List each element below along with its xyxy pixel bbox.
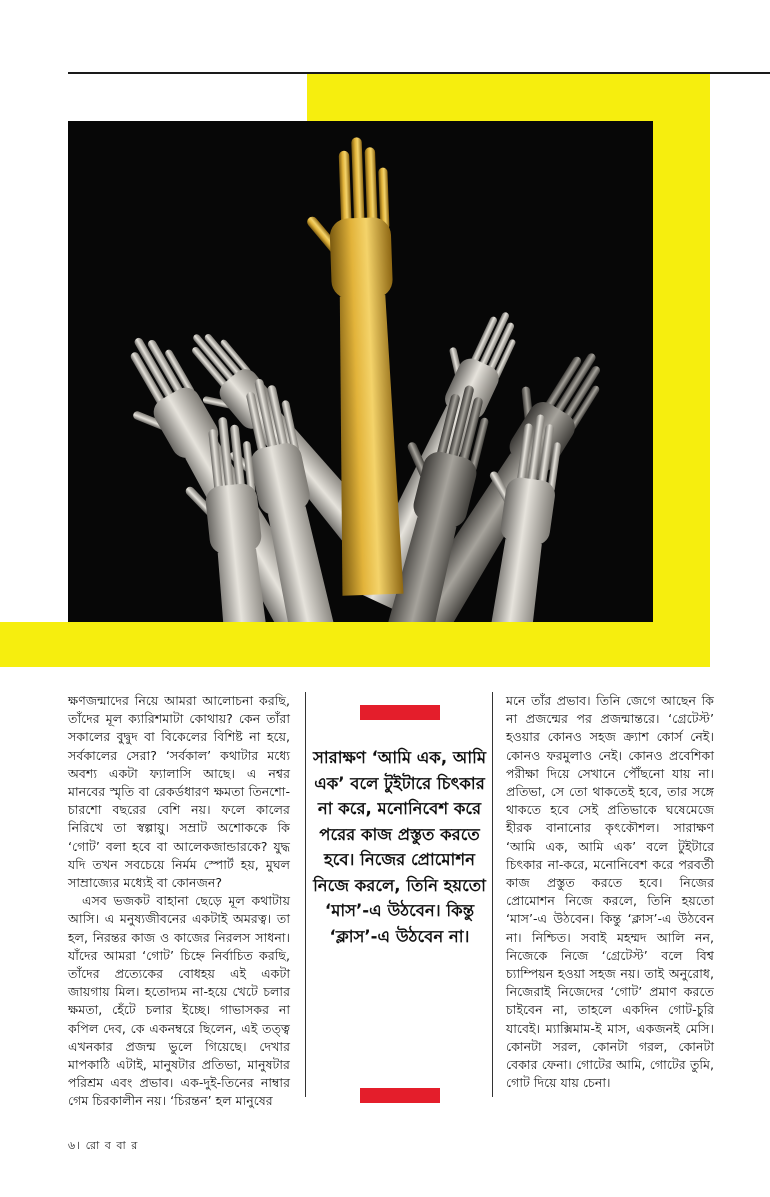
yellow-frame-right bbox=[653, 74, 710, 667]
yellow-frame-bottom bbox=[0, 622, 710, 667]
page-folio: ৬। রো ব বা র bbox=[68, 1139, 139, 1152]
article-paragraph: মনে তাঁর প্রভাব। তিনি জেগে আছেন কি না প্রজন্মের পর প্রজন্মান্তরে। ‘গ্রেটেস্ট’ হওয়ার কোনও সহজ ক্র্যাশ কোর্স নেই। কোনও ফরমুলাও নেই। কোনও প্রবেশিকা পরীক্ষা দিয়ে সেখানে পৌঁছনো যায় না। প্রতিভা, সে তো থাকতেই হবে, তার সঙ্গে থাকতে হবে সেই প্রতিভাকে ঘষেমেজে হীরক বানানোর কৃৎকৌশল। সারাক্ষণ ‘আমি এক, আমি এক’ বলে টুইটারে চিৎকার না-করে, মনোনিবেশ করে পরবর্তী কাজ প্রস্তুত করতে হবে। নিজের প্রোমোশন নিজে করলে, তিনি হয়তো ‘মাস’-এ উঠবেন। কিন্তু ‘ক্লাস’-এ উঠবেন না। নিশ্চিত। সবাই মহম্মদ আলি নন, নিজেকে নিজে ‘গ্রেটেস্ট’ বলে বিশ্ব চ্যাম্পিয়ন হওয়া সহজ নয়। তাই অনুরোধ, নিজেরাই নিজেদের ‘গোট’ প্রমাণ করতে চাইবেন না, তাহলে একদিন গোট-চুরি যাবেই। ম্যাক্সিমাম-ই মাস, একজনই মেসি। কোনটা সরল, কোনটা গরল, কোনটা বেকার ফেনা। গোটের আমি, গোটের তুমি, গোট দিয়ে যায় চেনা। bbox=[506, 693, 714, 1091]
pullquote-top-bar bbox=[360, 705, 440, 720]
column-divider bbox=[305, 692, 306, 1097]
column-divider bbox=[492, 692, 493, 1097]
article-column-left bbox=[68, 692, 290, 1111]
pullquote: সারাক্ষণ ‘আমি এক, আমি এক’ বলে টুইটারে চিৎকার না করে, মনোনিবেশ করে পরের কাজ প্রস্তুত করতে হবে। নিজের প্রোমোশন নিজে করলে, তিনি হয়তো ‘মাস’-এ উঠবেন। কিন্তু ‘ক্লাস’-এ উঠবেন না। bbox=[312, 748, 486, 946]
gold-hand bbox=[302, 136, 403, 596]
article-paragraph: ক্ষণজন্মাদের নিয়ে আমরা আলোচনা করছি, তাঁদের মূল ক্যারিশমাটা কোথায়? কেন তাঁরা সকালের বুদ্বুদ বা বিকেলের বিশিষ্ট না হয়ে, সর্বকালের সেরা? ‘সর্বকাল’ কথাটার মধ্যে অবশ্য একটা ফ্যালাসি আছে। এ নশ্বর মানবের স্মৃতি বা রেকর্ডধারণ ক্ষমতা তিনশো-চারশো বছরের বেশি নয়। ফলে কালের নিরিখে তা স্বল্পায়ু। সম্রাট অশোককে কি ‘গোট’ বলা হবে বা আলেকজান্ডারকে? যুদ্ধ যদি তখন সবচেয়ে নির্মম স্পোর্ট হয়, মুঘল সাম্রাজ্যের মধ্যেই বা কোনজন? bbox=[68, 693, 290, 891]
raised-hands-illustration bbox=[68, 121, 653, 622]
article-paragraph: এসব ভজকট বাহানা ছেড়ে মূল কথাটায় আসি। এ মনুষ্যজীবনের একটাই অমরত্ব। তা হল, নিরন্তর কাজ ও কাজের নিরলস সাধনা। যাঁদের আমরা ‘গোট’ চিহ্নে নির্বাচিত করছি, তাঁদের প্রত্যেকের বোধহয় এই একটা জায়গায় মিল। হতোদ্যম না-হয়ে খেটে চলার ক্ষমতা, হেঁটে চলার ইচ্ছে। গাভাসকর না কপিল দেব, কে একনম্বরে ছিলেন, এই তত্ত্ব এখনকার প্রজন্ম ভুলে গিয়েছে। দেখার মাপকাঠি এটাই, মানুষটার প্রতিভা, মানুষটার পরিশ্রম এবং প্রভাব। এক-দুই-তিনের নাম্বার গেম চিরকালীন নয়। ‘চিরন্তন’ হল মানুষের bbox=[68, 893, 290, 1109]
article-column-right bbox=[506, 692, 714, 1092]
yellow-frame-top bbox=[307, 74, 710, 122]
pullquote-bottom-bar bbox=[360, 1088, 440, 1103]
